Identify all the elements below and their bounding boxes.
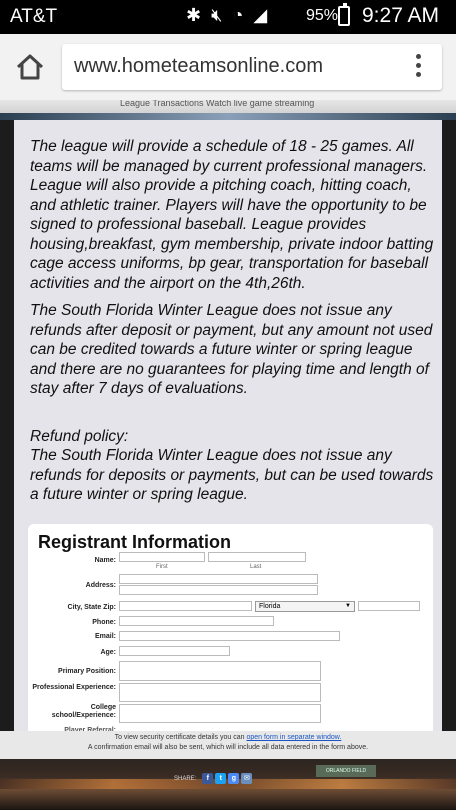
state-select[interactable] — [255, 601, 355, 612]
wifi-icon: ◔ — [232, 5, 244, 25]
site-nav-strip — [0, 100, 456, 120]
primary-position-input[interactable] — [119, 661, 321, 681]
name-label: Name: — [94, 557, 116, 564]
city-state-zip-label: City, State Zip: — [67, 604, 116, 611]
signal-icon: ◢ — [253, 5, 268, 25]
college-input[interactable] — [119, 704, 321, 723]
address-line1-input[interactable] — [119, 574, 318, 584]
first-caption: First — [156, 564, 168, 570]
email-label: Email: — [94, 633, 116, 640]
phone-label: Phone: — [92, 619, 116, 626]
form-title: Registrant Information — [38, 532, 232, 552]
city-input[interactable] — [119, 601, 252, 611]
nav-divider — [0, 113, 456, 120]
chevron-down-icon: ▼ — [345, 603, 351, 609]
address-label: Address: — [85, 582, 116, 589]
phone-input[interactable] — [119, 616, 274, 626]
bluetooth-icon: ✱ — [186, 5, 202, 25]
carrier-label: AT&T — [10, 6, 58, 27]
battery-percent: 95% — [306, 7, 339, 24]
mute-icon: 🔇︎ — [211, 5, 223, 25]
google-plus-icon[interactable]: g — [228, 773, 239, 784]
first-name-input[interactable] — [119, 552, 205, 562]
nav-links[interactable]: League Transactions Watch live game streaming — [120, 100, 315, 108]
battery-icon — [338, 6, 350, 26]
stadium-sign: ORLANDO FIELD — [316, 765, 376, 777]
email-share-icon[interactable]: ✉ — [241, 773, 252, 784]
refund-paragraph: The South Florida Winter League does not issue any refunds after deposit or payment, but any amount not used can be credited towards a future winter or spring league and there are no guarantees for playing time and length of stay after 7 days of evaluations. — [30, 302, 433, 397]
page-frame — [0, 120, 456, 810]
facebook-icon[interactable]: f — [202, 773, 213, 784]
home-icon[interactable] — [14, 52, 46, 82]
professional-experience-input[interactable] — [119, 683, 321, 702]
registrant-form — [28, 524, 433, 740]
notice-text: To view security certificate details you can — [114, 734, 247, 741]
last-name-input[interactable] — [208, 552, 306, 562]
refund-policy-text: The South Florida Winter League does not issue any refunds for deposits or payments, but can be used towards a future winter or spring league. — [30, 447, 434, 503]
last-caption: Last — [250, 564, 262, 570]
professional-experience-label: Professional Experience: — [32, 684, 116, 691]
confirmation-notice: A confirmation email will also be sent, which will include all data entered in the form above. — [87, 744, 369, 751]
address-line2-input[interactable] — [119, 585, 318, 595]
stadium-footer-image — [0, 759, 456, 810]
security-notice-line1 — [0, 734, 456, 741]
status-icons — [186, 5, 267, 26]
share-bar — [174, 773, 252, 784]
browser-toolbar — [0, 34, 456, 100]
age-label: Age: — [100, 649, 116, 656]
open-form-link[interactable]: open form in separate window. — [246, 734, 342, 741]
share-label: SHARE: — [174, 775, 197, 782]
college-label: College school/Experience: — [51, 704, 116, 719]
overflow-menu-icon[interactable] — [414, 54, 424, 80]
state-selected: Florida — [259, 603, 281, 610]
clock: 9:27 AM — [362, 4, 440, 27]
twitter-icon[interactable]: t — [215, 773, 226, 784]
zip-input[interactable] — [358, 601, 420, 611]
age-input[interactable] — [119, 646, 230, 656]
primary-position-label: Primary Position: — [58, 668, 116, 675]
refund-policy-title: Refund policy: — [30, 428, 129, 445]
league-description: The league will provide a schedule of 18 - 25 games. All teams will be managed by current professional managers. League will also provide a pitching coach, hitting coach, and athletic trainer. Players will have the opportunity to be signed to professional baseball. League provides housing,breakfast, gym membership, private indoor batting cage access uniforms, bp gear, transportation for baseball activities and the airport on the 4th,26th. — [30, 138, 434, 292]
email-input[interactable] — [119, 631, 340, 641]
url-text: www.hometeamsonline.com — [74, 55, 323, 77]
security-notice — [0, 731, 456, 759]
url-field[interactable] — [62, 44, 442, 90]
status-bar — [0, 0, 456, 34]
